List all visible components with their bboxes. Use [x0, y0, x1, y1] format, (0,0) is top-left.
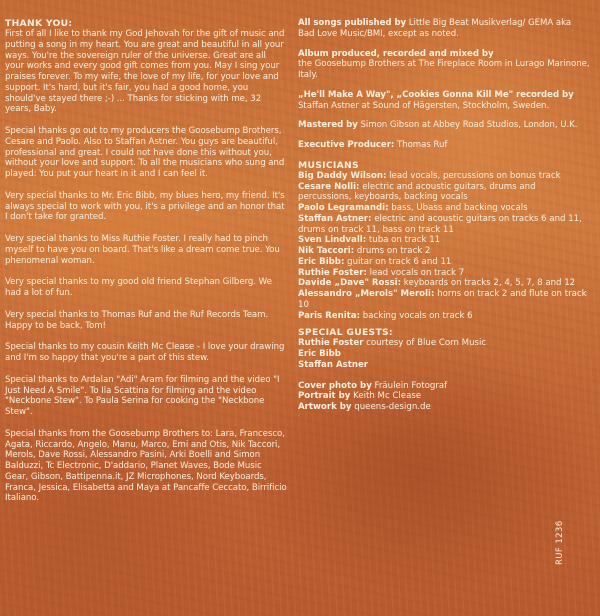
publishing-text: Little Big Beat Musikverlag/ GEMA aka Bad Love Music/BMI, except as noted.: [298, 18, 572, 39]
thanks-ruthie-foster-paragraph: Very special thanks to Miss Ruthie Foster. I really had to pinch myself to have you on board. That's like a dream come true. You phenomenal woman.: [5, 234, 280, 266]
musicians-list: [298, 171, 590, 322]
musician-role: horns on track 2 and flute on track 10: [298, 289, 587, 310]
production-text: the Goosebump Brothers at The Fireplace Room in Lurago Marinone, Italy.: [298, 59, 590, 80]
thank-you-column: [5, 18, 287, 515]
thanks-video-paragraph: Special thanks to Ardalan "Adi" Aram for filming and the video "I Just Need A Smile". To Ila Scattina for filming and the video "Neckbone Stew". To Paula Serina for cooking the "Neckbone Stew".: [5, 374, 280, 417]
thanks-producers-paragraph: Special thanks go out to my producers the Goosebump Brothers, Cesare and Paolo. Also to Staffan Astner. You guys are beautiful, professional and great. I could not have done this without you, without your love and support. To all the musicians who sung and played: You put your heart in it and I can feel it.: [5, 126, 285, 179]
musician-name: Ruthie Foster:: [298, 267, 367, 278]
special-guests-heading: SPECIAL GUESTS:: [298, 327, 393, 339]
recording-text: Staffan Astner at Sound of Hägersten, Stockholm, Sweden.: [298, 100, 550, 111]
catalog-number: RUF 1236: [555, 520, 565, 565]
artwork-label: Artwork by: [298, 402, 352, 412]
musician-role: tuba on track 11: [366, 235, 441, 246]
musician-entry: [298, 268, 590, 279]
thanks-ruf-records-paragraph: Very special thanks to Thomas Ruf and the Ruf Records Team. Happy to be back, Tom!: [5, 309, 269, 331]
thanks-goosebump-paragraph: Special thanks from the Goosebump Brothers to: Lara, Francesco, Agata, Riccardo, Angelo, Manu, Marco, Emi and Otis, Nik Taccori, Merols, Dave Rossi, Alessandro Pasini, Arki Boelli and Simon Balduzzi, Tc Electronic, D'addario, Planet Waves, Bode Music Gear, Gibson, Battipenna.it, JZ Microphones, Nord Keyboards, Franca, Jessica, Elisabetta and Maya at Pancaffe Ceccato, Birrificio Italiano.: [5, 428, 287, 504]
musician-role: lead vocals, percussions on bonus track: [386, 170, 561, 181]
portrait-label: Portrait by: [298, 391, 351, 402]
musician-role: bass, Ubass and backing vocals: [388, 203, 528, 213]
recording-label: „He'll Make A Way", „Cookies Gonna Kill Me" recorded by: [298, 89, 574, 100]
thanks-stephan-gilberg-paragraph: Very special thanks to my good old friend Stephan Gilberg. We had a lot of fun.: [5, 277, 272, 298]
executive-producer-text: Thomas Ruf: [394, 140, 448, 150]
executive-producer-label: Executive Producer:: [298, 140, 395, 150]
musician-role: guitar on track 6 and 11: [344, 256, 452, 267]
musician-role: electric and acoustic guitars on tracks 6 and 11, drums on track 11, bass on track 11: [298, 213, 582, 235]
musician-name: Cesare Nolli:: [298, 181, 360, 192]
credits-column: [298, 18, 590, 413]
musician-entry: [298, 171, 590, 182]
guest-entry: [298, 360, 590, 371]
recording-credit: [298, 90, 590, 112]
musician-entry: [298, 289, 590, 311]
artwork-text: queens-design.de: [351, 402, 431, 412]
cover-photo-text: Fräulein Fotograf: [371, 380, 448, 391]
musician-entry: [298, 278, 590, 289]
publishing-credit: [298, 18, 590, 40]
thank-you-heading: THANK YOU:: [5, 18, 73, 29]
musician-role: backing vocals on track 6: [360, 310, 473, 321]
musician-entry: [298, 246, 590, 257]
thanks-keith-paragraph: Special thanks to my cousin Keith Mc Clease - I love your drawing and I'm so happy that you're a part of this stew.: [5, 342, 285, 363]
portrait-text: Keith Mc Clease: [350, 391, 422, 402]
guest-entry: [298, 338, 590, 349]
artwork-credits: [298, 381, 590, 413]
cover-photo-label: Cover photo by: [298, 380, 372, 391]
musician-entry: [298, 182, 590, 204]
musician-entry: [298, 235, 590, 246]
mastering-label: Mastered by: [298, 120, 358, 131]
musician-name: Nik Taccori:: [298, 246, 355, 256]
musician-name: Davide „Dave" Rossi:: [298, 278, 402, 289]
guest-name: Staffan Astner: [298, 359, 369, 370]
musician-name: Paolo Legramandi:: [298, 203, 389, 213]
musician-name: Staffan Astner:: [298, 213, 372, 224]
publishing-label: All songs published by: [298, 18, 407, 28]
musician-entry: [298, 203, 590, 214]
musician-role: keyboards on tracks 2, 4, 5, 7, 8 and 12: [401, 278, 576, 289]
musician-name: Big Daddy Wilson:: [298, 170, 387, 181]
musician-role: drums on track 2: [354, 246, 431, 256]
musician-name: Eric Bibb:: [298, 256, 345, 267]
guest-note: courtesy of Blue Corn Music: [363, 338, 487, 349]
musician-role: electric and acoustic guitars, drums and percussions, keyboards, backing vocals: [298, 181, 536, 203]
musician-entry: [298, 311, 590, 322]
musician-name: Sven Lindvall:: [298, 235, 367, 246]
portrait-credit: [298, 391, 590, 402]
musicians-heading: MUSICIANS: [298, 159, 359, 171]
guest-name: Eric Bibb: [298, 349, 341, 359]
musician-name: Alessandro „Merols" Meroli:: [298, 289, 435, 299]
artwork-credit: [298, 402, 590, 413]
mastering-text: Simon Gibson at Abbey Road Studios, London, U.K.: [357, 120, 578, 131]
production-label: Album produced, recorded and mixed by: [298, 48, 494, 59]
musician-entry: [298, 214, 590, 236]
cover-photo-credit: [298, 381, 590, 392]
musician-name: Paris Renita:: [298, 310, 361, 321]
executive-producer-credit: [298, 140, 590, 151]
production-credit: [298, 49, 590, 81]
special-guests-section: [298, 327, 590, 370]
guest-entry: [298, 349, 590, 360]
thanks-eric-bibb-paragraph: Very special thanks to Mr. Eric Bibb, my blues hero, my friend. It's always special to work with you, it's a privilege and an honor that I don't take for granted.: [5, 190, 285, 223]
mastering-credit: [298, 120, 590, 131]
thank-you-paragraph: First of all I like to thank my God Jehovah for the gift of music and putting a song in my heart. You are great and beautiful in all your ways. You're the sovereign ruler of the universe. Great are all your works and every good gift comes from you. May I sing your praises forever. To my wife, the love of my life, for your love and support. It's hard, but it's fair, you had a good home, you should've stayed there ;-) ... Thanks for sticking with me, 32 years, Baby.: [5, 29, 285, 115]
guest-name: Ruthie Foster: [298, 338, 364, 349]
musician-role: lead vocals on track 7: [366, 267, 465, 278]
musician-entry: [298, 257, 590, 268]
